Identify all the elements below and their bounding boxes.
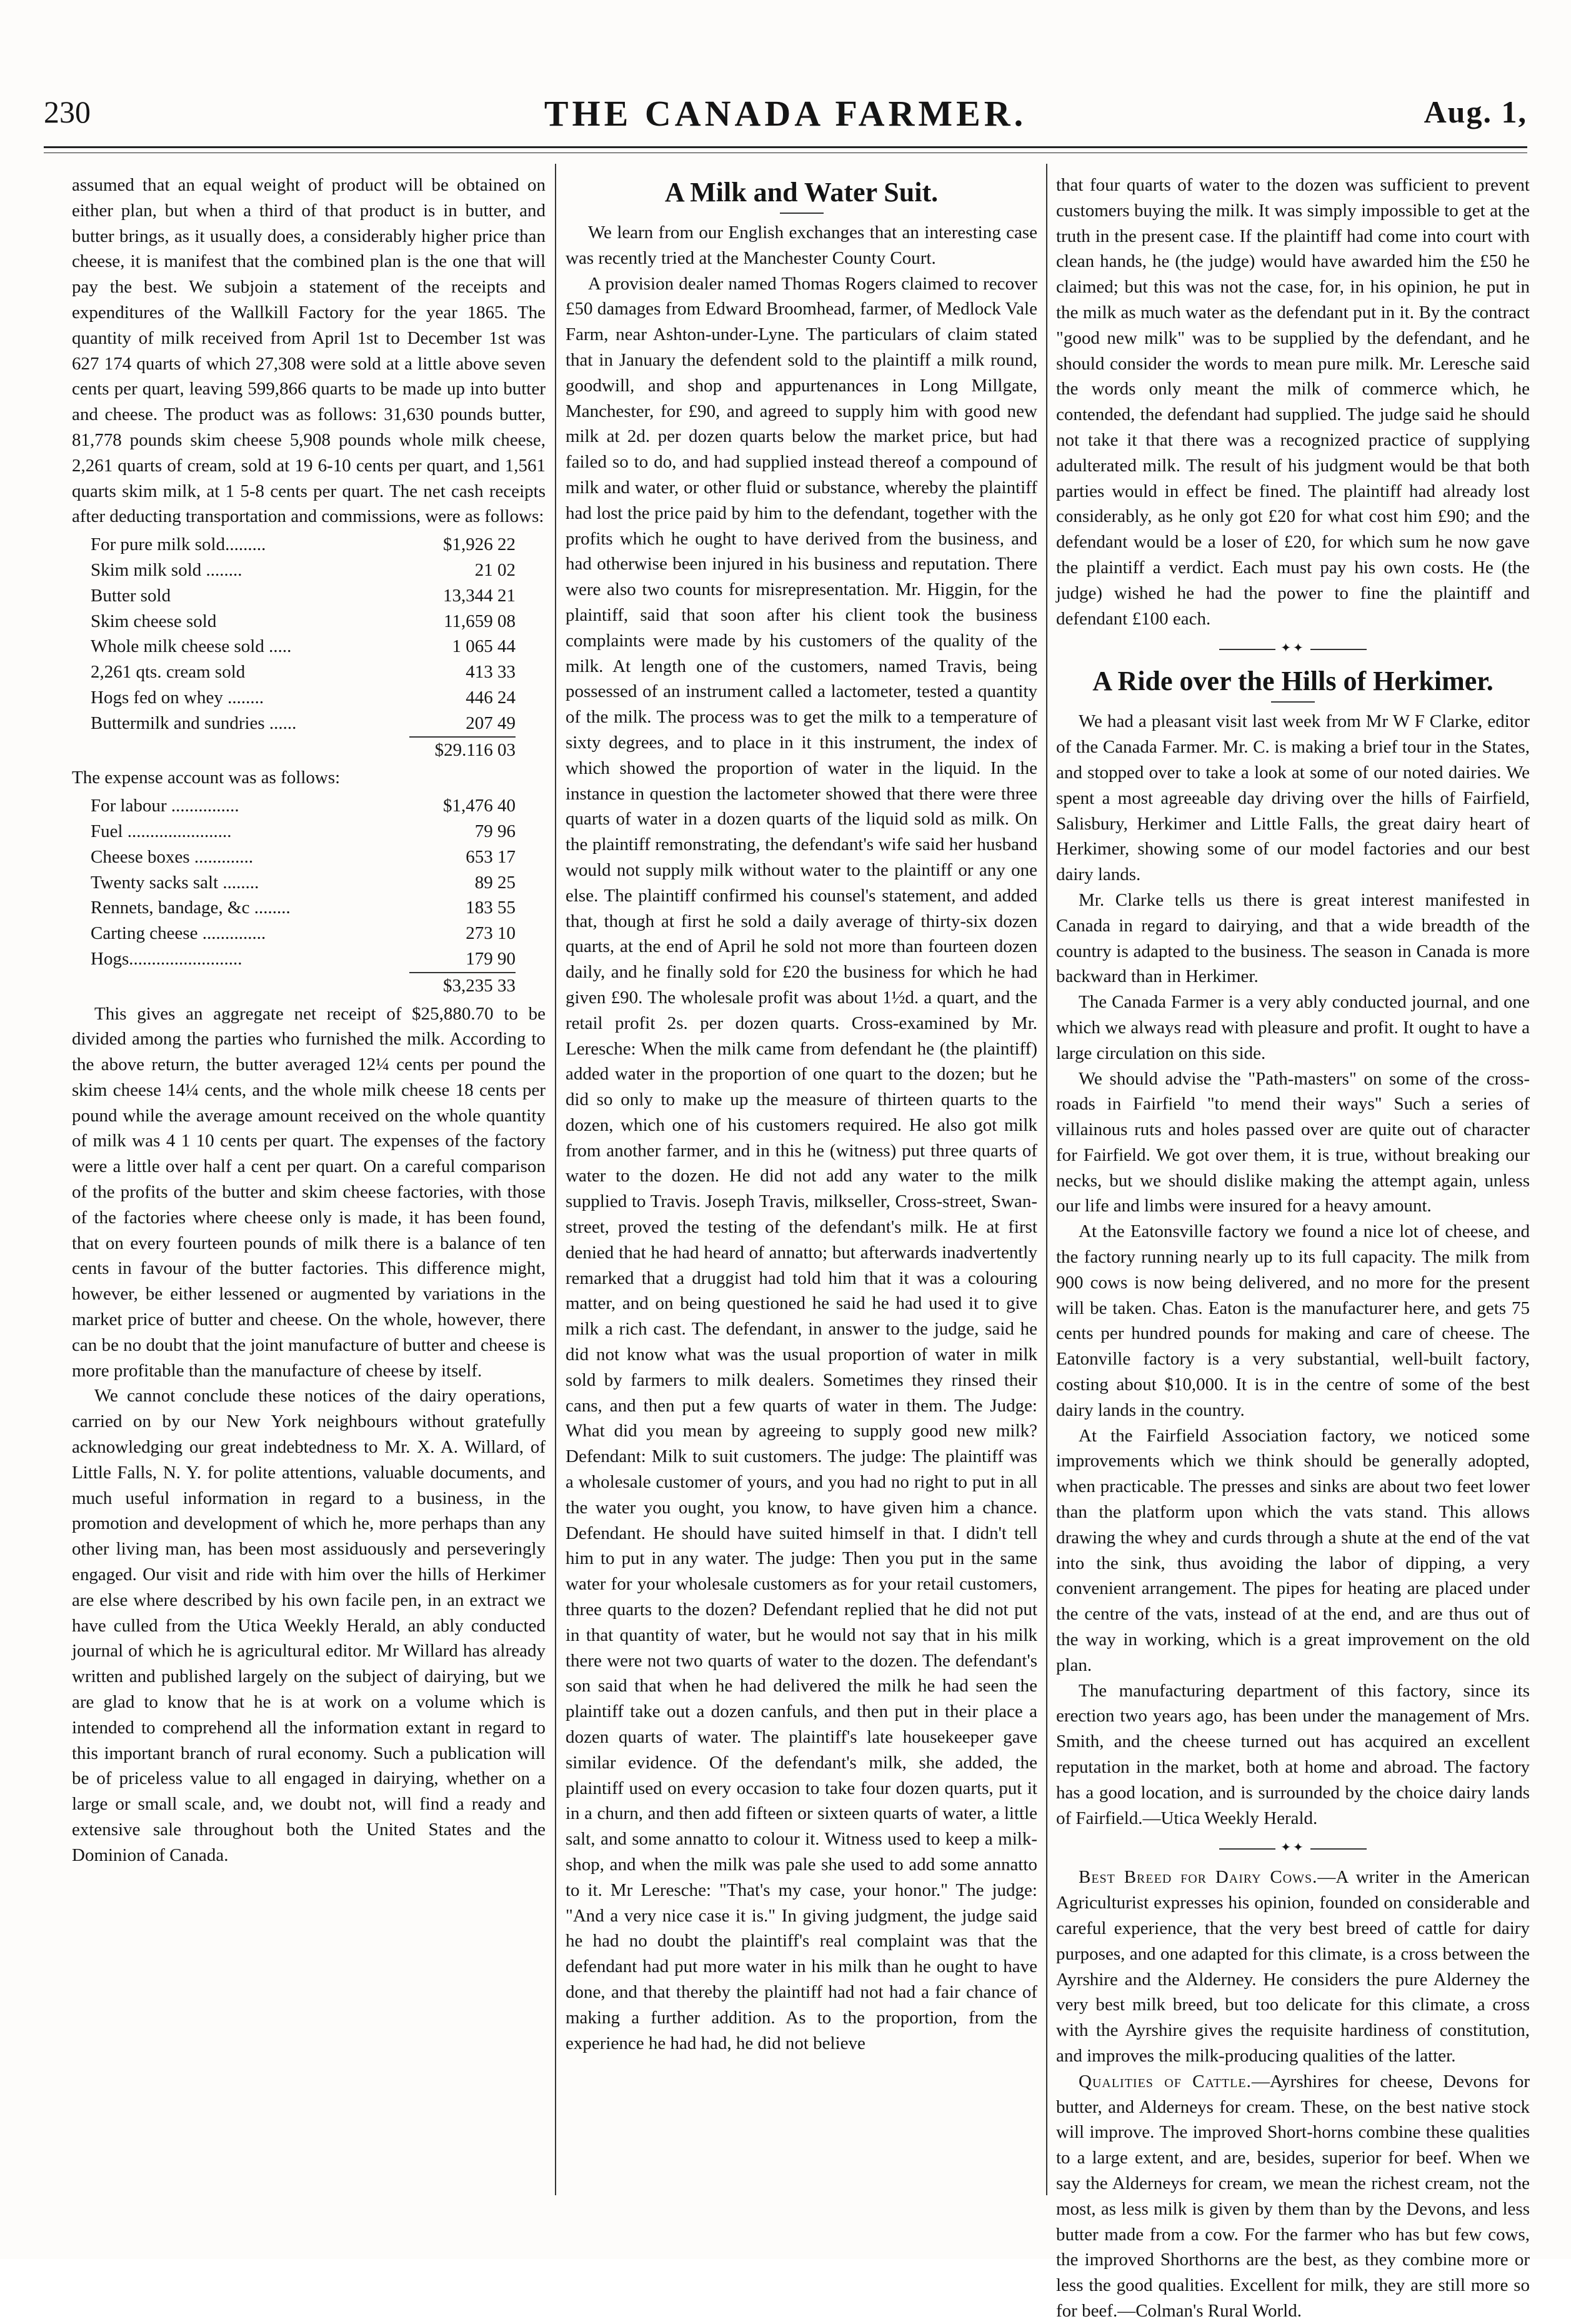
- column-left: [72, 173, 546, 1868]
- column-divider: [1046, 164, 1047, 2195]
- newspaper-title: THE CANADA FARMER.: [544, 93, 1027, 134]
- item-amount: 1 065 44: [452, 636, 516, 657]
- table-row: [91, 685, 516, 711]
- item-label: Fuel .......................: [91, 821, 232, 841]
- item-label: Butter sold: [91, 585, 171, 606]
- article-heading: A Ride over the Hills of Herkimer.: [1092, 666, 1494, 697]
- column-divider: [555, 164, 556, 2195]
- article-paragraph: The manufacturing department of this factory, since its erection two years ago, has been under the management of Mrs. Smith, and the cheese turned out has acquired an excellent reputation in the market, both at home and abroad. The factory has a good location, and is surrounded by the choice dairy lands of Fairfield.—Utica Weekly Herald.: [1056, 1680, 1530, 1828]
- article-paragraph: [1056, 2069, 1530, 2324]
- column-right: [1056, 173, 1530, 2324]
- table-row: [91, 609, 516, 634]
- table-row: [91, 895, 516, 921]
- item-label: Skim milk sold ........: [91, 559, 242, 580]
- column-middle: [566, 173, 1037, 2056]
- item-amount: $1,926 22: [443, 534, 516, 555]
- heading-rule: [1271, 701, 1315, 703]
- article-paragraph: assumed that an equal weight of product will be obtained on either plan, but when a third of that product is in butter, and butter brings, as it usually does, a considerably higher price than cheese, it is manifest that the combined plan is the one that will pay the best. We subjoin a statement of the receipts and expenditures of the Wallkill Factory for the year 1865. The quantity of milk received from April 1st to December 1st was 627 174 quarts of which 27,308 were sold at a little above seven cents per quart, leaving 599,866 quarts to be made up into butter and cheese. The product was as follows: 31,630 pounds butter, 81,778 pounds skim cheese 5,908 pounds whole milk cheese, 2,261 quarts of cream, sold at 19 6-10 cents per quart, and 1,561 quarts skim milk, at 1 5-8 cents per quart. The net cash receipts after deducting transportation and commissions, were as follows:: [72, 175, 546, 527]
- article-paragraph: [1056, 1865, 1530, 2068]
- article-paragraph: At the Eatonsville factory we found a nice lot of cheese, and the factory running nearly up to its full capacity. The milk from 900 cows is now being delivered, and no more for the present will be taken. Chas. Eaton is the manufacturer here, and gets 75 cents per hundred pounds for making and care of cheese. The Eatonville factory is a very substantial, well-built factory, costing about $10,000. It is in the centre of some of the best dairy lands in the country.: [1056, 1221, 1530, 1420]
- table-row: [91, 819, 516, 844]
- item-amount: 11,659 08: [444, 611, 516, 631]
- heading-rule: [780, 213, 824, 214]
- article-paragraph: that four quarts of water to the dozen was sufficient to prevent customers buying the milk. It was simply impossible to get at the truth in the present case. If the plaintiff had come into court with clean hands, he (the judge) would have awarded him the £50 he claimed; but this was not the case, for, in his opinion, he put in the milk as much water as the defendant put in it. By the contract "good new milk" was to be supplied by the defendant, and he should consider the words to mean pure milk. Mr. Leresche said the words only meant the milk of commerce which, he contended, the defendant had supplied. The judge said he should not take it that there was a recognized practice of supplying adulterated milk. The result of his judgment would be that both parties would in effect be fined. The plaintiff had already lost considerably, as he only got £20 for what cost him £90; and the defendant would be a loser of £20, for which sum he now gave the plaintiff a verdict. Each must pay his own costs. He (the judge) wished he had the power to fine the plaintiff and defendant £100 each.: [1056, 175, 1530, 629]
- article-paragraph: We cannot conclude these notices of the dairy operations, carried on by our New York neighbours without gratefully acknowledging our great indebtedness to Mr. X. A. Willard, of Little Falls, N. Y. for polite attentions, valuable documents, and much useful information in regard to a business, in the promotion and development of which he, more perhaps than any other living man, has been most assiduously and perseveringly engaged. Our visit and ride with him over the hills of Herkimer are else where described by his own facile pen, in an extract we have culled from the Utica Weekly Herald, an ably conducted journal of which he is agricultural editor. Mr Willard has already written and published largely on the subject of dairying, but we are glad to know that he is at work on a volume which is intended to comprehend all the information extant in regard to this important branch of rural economy. Such a publication will be of priceless value to all engaged in dairying, whether on a large or small scale, and, we doubt not, will find a ready and extensive sale throughout both the United States and the Dominion of Canada.: [72, 1386, 546, 1865]
- table-row: [91, 532, 516, 558]
- item-amount: 79 96: [474, 821, 516, 841]
- article-heading: A Milk and Water Suit.: [664, 177, 939, 208]
- receipts-table: [91, 532, 516, 763]
- run-in-text: —Ayrshires for cheese, Devons for butter, and Alderneys for cream. These, on the best native stock will improve. The improved Short-horns combine these qualities to a large extent, and are, besides, superior for beef. When we say the Alderneys for cream, we mean the richest cream, not the most, as less milk is given by them than by the Devons, and less butter made from a cow. For the farmer who has but few cows, the improved Shorthorns are the best, as they combine more or less the good qualities. Excellent for milk, they are still more so for beef.—Colman's Rural World.: [1056, 2071, 1530, 2321]
- table-row: [91, 793, 516, 819]
- item-label: Skim cheese sold: [91, 611, 217, 631]
- article-paragraph: The Canada Farmer is a very ably conducted journal, and one which we always read with pleasure and profit. It ought to have a large circulation on this side.: [1056, 992, 1530, 1063]
- table-row: [91, 659, 516, 685]
- run-in-title: Best Breed for Dairy Cows.: [1079, 1867, 1318, 1888]
- item-label: Rennets, bandage, &c ........: [91, 898, 291, 918]
- item-amount: 207 49: [466, 713, 516, 733]
- expense-heading: The expense account was as follows:: [72, 768, 341, 788]
- item-label: Carting cheese ..............: [91, 923, 266, 944]
- table-row: [91, 583, 516, 609]
- expenses-total: $3,235 33: [409, 973, 516, 999]
- item-label: For pure milk sold.........: [91, 534, 266, 555]
- item-label: Buttermilk and sundries ......: [91, 713, 297, 734]
- masthead: [44, 94, 1527, 144]
- item-amount: 446 24: [466, 687, 516, 708]
- item-amount: 21 02: [474, 559, 516, 580]
- item-label: 2,261 qts. cream sold: [91, 662, 246, 683]
- item-label: Whole milk cheese sold .....: [91, 636, 292, 657]
- item-amount: 653 17: [466, 846, 516, 867]
- run-in-title: Qualities of Cattle.: [1079, 2071, 1252, 2091]
- item-label: Hogs.........................: [91, 949, 242, 969]
- table-row: [91, 844, 516, 870]
- expenses-table: [91, 793, 516, 998]
- article-paragraph: We learn from our English exchanges that an interesting case was recently tried at the Manchester County Court.: [566, 223, 1037, 268]
- item-amount: 13,344 21: [443, 585, 516, 606]
- table-row: [91, 558, 516, 583]
- section-ornament: ✦✦: [1056, 640, 1530, 656]
- receipts-total: $29.116 03: [409, 737, 516, 763]
- table-row: [91, 711, 516, 737]
- section-ornament: ✦✦: [1056, 1840, 1530, 1856]
- item-label: For labour ...............: [91, 796, 239, 816]
- table-row: [91, 870, 516, 896]
- masthead-rule: [44, 146, 1527, 148]
- article-paragraph: We should advise the "Path-masters" on some of the cross-roads in Fairfield "to mend their ways" Such a series of villainous ruts and holes passed over are quite out of character for Fairfield. We got over them, it is true, without breaking our necks, but we should dislike making the attempt again, unless our life and limbs were insured for a heavy amount.: [1056, 1068, 1530, 1216]
- article-paragraph: A provision dealer named Thomas Rogers claimed to recover £50 damages from Edward Broomhead, farmer, of Medlock Vale Farm, near Ashton-under-Lyne. The particulars of claim stated that in January the defendent sold to the plaintiff a milk round, goodwill, and shop and appurtenances in Long Millgate, Manchester, for £90, and agreed to supply him with good new milk at 2d. per dozen quarts below the market price, but had failed so to do, and had supplied instead thereof a compound of milk and water, or other fluid or substance, whereby the plaintiff had lost the price paid by him to the defendant, together with the profits which he ought to have derived from the business, and had otherwise been injured in his business and reputation. There were also two counts for misrepresentation. Mr. Higgin, for the plaintiff, said that soon after his client took the business complaints were made by his customers of the quality of the milk. At length one of the customers, named Travis, being possessed of an instrument called a lactometer, tested a quantity of the milk. The process was to get the milk to a temperature of sixty degrees, and to place in it this instrument, the index of which showed the proportion of water in the liquid. In the instance in question the lactometer showed that there were three quarts of water in a dozen quarts of the liquid sold as milk. On the plaintiff remonstrating, the defendant's wife said her husband would not supply milk without water to the plaintiff or any one else. The plaintiff confirmed his counsel's statement, and added that, though at first he sold a daily average of thirty-six dozen quarts, at the end of April he sold not more than fourteen dozen daily, and he finally sold for £20 the business for which he had given £90. The wholesale profit was about 1½d. a quart, and the retail profit 2s. per dozen quarts. Cross-examined by Mr. Leresche: When the milk came from defendant he (the plaintiff) added water in the proportion of one quart to the dozen; but he did so only to make up the measure of thirteen quarts to the dozen, which one of his customers required. He also got milk from another farmer, and in this he (witness) put three quarts of water to the dozen. He did not add any water to the milk supplied to Travis. Joseph Travis, milkseller, Cross-street, Swan-street, proved the testing of the defendant's milk. He at first denied that he had heard of annatto; but afterwards inadvertently remarked that a druggist had told him that it was a colouring matter, and on being questioned he said he had used it to give milk a rich cast. The defendant, in answer to the judge, said he did not know what was the usual proportion of water in milk sold by farmers to milk dealers. Sometimes they rinsed their cans, and then put a few quarts of water in them. The Judge: What did you mean by agreeing to supply good new milk? Defendant: Milk to suit customers. The judge: The plaintiff was a wholesale customer of yours, and you had no right to put in all the water you ought, you know, to have given him a chance. Defendant. He should have suited himself in that. I didn't tell him to put in any water. The judge: Then you put in the same water for your wholesale customers as for your retail customers, three quarts to the dozen? Defendant replied that he did not put in that quantity of water, but he would not say that in his milk there were not two quarts of water to the dozen. The defendant's son said that when he had delivered the milk he had seen the plaintiff take out a dozen canfuls, and then put in their place a dozen quarts of water. The plaintiff's late housekeeper gave similar evidence. Of the defendant's milk, she added, the plaintiff used on every occasion to take four dozen quarts, put it in a churn, and then add fifteen or sixteen quarts of water, a little salt, and some annatto to colour it. Witness used to keep a milk-shop, and when the milk was pale she used to add some annatto to it. Mr Leresche: "That's my case, your honor." The judge: "And a very nice case it is." In giving judgment, the judge said he had no doubt the plaintiff's real complaint was that the defendant had put more water in his milk than he ought to have done, and that thereby the plaintiff had not had a fair chance of making a further addition. As to the proportion, from the experience he had had, he did not believe: [566, 273, 1037, 2053]
- table-row: [91, 634, 516, 659]
- item-amount: 179 90: [466, 948, 516, 969]
- run-in-text: —A writer in the American Agriculturist expresses his opinion, founded on considerable and careful experience, that the very best breed of cattle for dairy purposes, and one adapted for this climate, is a cross between the Ayrshire and the Alderney. He considers the pure Alderney the very best milk breed, but too delicate for this climate, a cross with the Ayrshire gives the requisite hardiness of constitution, and improves the milk-producing qualities of the latter.: [1056, 1867, 1530, 2066]
- item-amount: 413 33: [466, 662, 516, 683]
- item-amount: 183 55: [466, 898, 516, 918]
- article-paragraph: We had a pleasant visit last week from Mr W F Clarke, editor of the Canada Farmer. Mr. C. is making a brief tour in the States, and stopped over to take a look at some of our noted dairies. We spent a most agreeable day driving over the hills of Fairfield, Salisbury, Herkimer and Little Falls, the great dairy heart of Herkimer, showing some of our model factories and our best dairy lands.: [1056, 711, 1530, 885]
- table-row: [91, 921, 516, 946]
- article-paragraph: This gives an aggregate net receipt of $25,880.70 to be divided among the parties who furnished the milk. According to the above return, the butter averaged 12¼ cents per pound the skim cheese 14¼ cents, and the whole milk cheese 18 cents per pound while the average amount received on the whole quantity of milk was 4 1 10 cents per quart. The expenses of the factory were a little over half a cent per quart. On a careful comparison of the profits of the butter and skim cheese factories, with those of the factories where cheese only is made, it has been found, that on every fourteen pounds of milk there is a balance of ten cents in favour of the butter factories. This difference might, however, be either lessened or augmented by variations in the market price of butter and cheese. On the whole, however, there can be no doubt that the joint manufacture of butter and cheese is more profitable than the manufacture of cheese by itself.: [72, 1003, 546, 1381]
- item-amount: 89 25: [474, 872, 516, 893]
- table-row: [91, 946, 516, 973]
- item-amount: $1,476 40: [443, 796, 516, 816]
- issue-date: Aug. 1,: [1424, 94, 1527, 129]
- item-label: Cheese boxes .............: [91, 846, 254, 867]
- item-label: Twenty sacks salt ........: [91, 872, 259, 893]
- article-paragraph: Mr. Clarke tells us there is great interest manifested in Canada in regard to dairying, and that a wide breadth of the country is adapted to the business. The season in Canada is more backward than in Herkimer.: [1056, 889, 1530, 987]
- article-paragraph: At the Fairfield Association factory, we noticed some improvements which we think should be generally adopted, when practicable. The presses and sinks are about two feet lower than the platform upon which the vats stand. This allows drawing the whey and curds through a shute at the end of the vat into the sink, thus avoiding the labor of dipping, a very convenient arrangement. The pipes for heating are placed under the centre of the vats, instead of at the end, and are thus out of the way in working, which is a great improvement on the old plan.: [1056, 1425, 1530, 1675]
- item-amount: 273 10: [466, 923, 516, 944]
- page-number: 230: [44, 94, 91, 129]
- item-label: Hogs fed on whey ........: [91, 687, 264, 708]
